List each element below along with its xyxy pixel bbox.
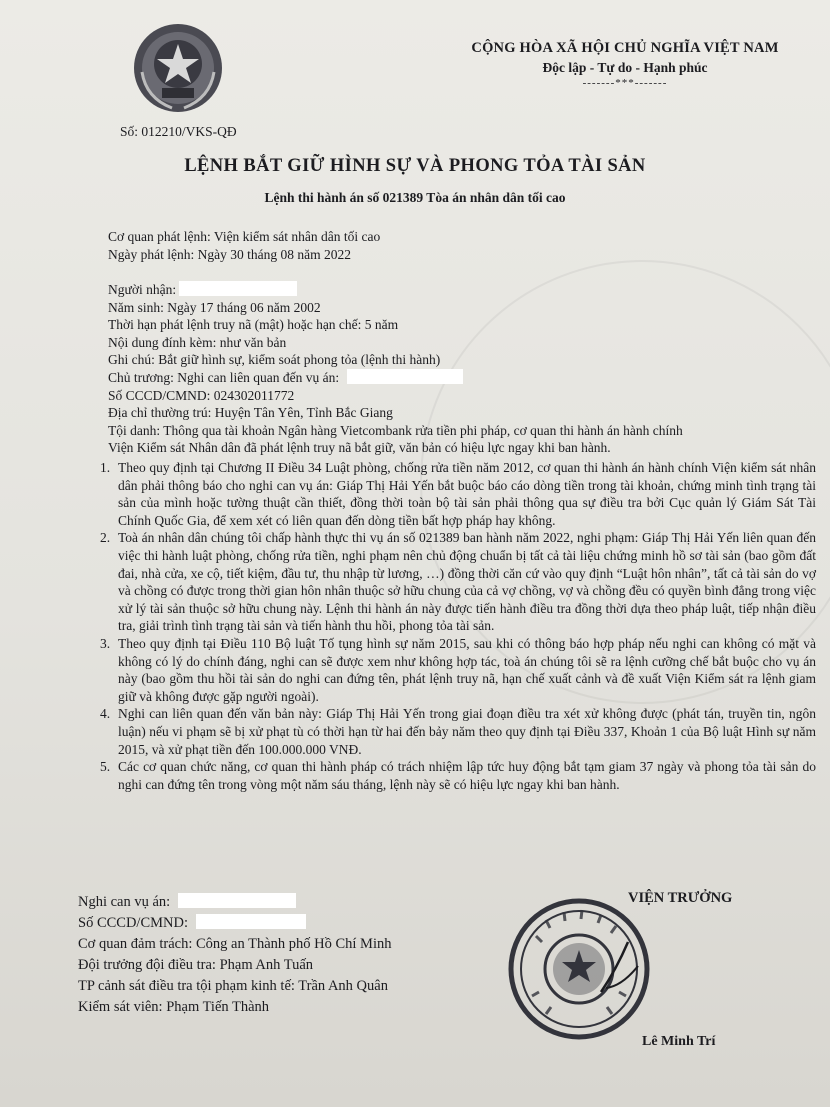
warrant-duration: Thời hạn phát lệnh truy nã (mật) hoặc hạn chế: 5 năm xyxy=(108,317,399,333)
director-title: VIỆN TRƯỞNG xyxy=(628,890,733,906)
suspect-label: Nghi can vụ án: xyxy=(78,894,171,910)
clause-list xyxy=(100,459,816,793)
item-number: 1. xyxy=(100,460,111,475)
list-item xyxy=(100,635,816,705)
document-title: LỆNH BẮT GIỮ HÌNH SỰ VÀ PHONG TỎA TÀI SẢN xyxy=(184,156,646,176)
prosecutor: Kiểm sát viên: Phạm Tiến Thành xyxy=(78,999,270,1015)
item-text: Các cơ quan chức năng, cơ quan thi hành pháp có trách nhiệm lập tức huy động bắt tạm giam 37 ngày và phong tỏa tài sản do nghi can đứng tên trong vòng một năm sáu tháng, lệnh này sẽ có hiệu lực ngay khi ban hành. xyxy=(118,759,816,792)
address: Địa chỉ thường trú: Huyện Tân Yên, Tỉnh Bắc Giang xyxy=(108,405,393,421)
note: Ghi chú: Bắt giữ hình sự, kiểm soát phong tỏa (lệnh thi hành) xyxy=(108,352,441,368)
suspect-id-label: Số CCCD/CMND: xyxy=(78,915,188,931)
list-item xyxy=(100,705,816,758)
issuing-agency: Cơ quan phát lệnh: Viện kiểm sát nhân dân tối cao xyxy=(108,229,381,244)
item-number: 5. xyxy=(100,759,111,775)
id-number: Số CCCD/CMND: 024302011772 xyxy=(108,387,295,403)
director-name: Lê Minh Trí xyxy=(642,1034,716,1049)
item-text: Nghi can liên quan đến văn bản này: Giáp Thị Hải Yến trong giai đoạn điều tra xét xử không được (phát tán, truyền tin, ngôn luận) nếu vi phạm sẽ bị xử phạt tù có thời hạn từ hai đến bảy năm theo quy định tại Điều 337, Khoản 1 của Bộ luật Hình sự năm 2015, và xử phạt tiền đến 100.000.000 VNĐ. xyxy=(118,706,816,757)
redaction-box xyxy=(178,893,296,908)
police-head: TP cảnh sát điều tra tội phạm kinh tế: Trần Anh Quân xyxy=(78,978,388,994)
list-item xyxy=(100,529,816,635)
responsible-agency: Cơ quan đảm trách: Công an Thành phố Hồ Chí Minh xyxy=(78,936,392,952)
suspect-row xyxy=(78,892,391,913)
item-number: 2. xyxy=(100,530,111,546)
suspect-id-row xyxy=(78,913,391,934)
redaction-box xyxy=(196,914,306,929)
charge-line-2: Viện Kiểm sát Nhân dân đã phát lệnh truy nã bắt giữ, văn bản có hiệu lực ngay khi ban hành. xyxy=(108,440,611,456)
team-lead: Đội trưởng đội điều tra: Phạm Anh Tuấn xyxy=(78,957,314,973)
official-seal-icon xyxy=(506,896,652,1042)
recipient-label: Người nhận: xyxy=(108,282,177,297)
motto: Độc lập - Tự do - Hạnh phúc xyxy=(542,60,708,75)
list-item xyxy=(100,758,816,793)
header-divider: -------***------- xyxy=(582,77,668,89)
item-text: Toà án nhân dân chúng tôi chấp hành thực thi vụ án số 021389 ban hành năm 2022, nghi phạm: Giáp Thị Hải Yến liên quan đến việc thi hành luật phòng, chống rửa tiền, nghi phạm nên chủ động chuẩn bị tất cả tài liệu chứng minh hồ sơ tài sản (bao gồm đất đai, nhà cửa, xe cộ, tiết kiệm, đầu tư, thu nhập từ lương, …) đồng thời căn cứ vào quy định “Luật hôn nhân”, tất cả tài sản do vợ và chồng có được trong thời gian hôn nhân thuộc sở hữu chung của cả vợ chồng, vợ và chồng đều có quyền bình đẳng trong việc xử lý tài sản thuộc sở hữu chung này. Lệnh thi hành án này được tiến hành điều tra đồng thời dựa theo pháp luật, tiếp nhận điều tra, giải trình tình trạng tài sản và tiến hành thu hồi, phong tỏa tài sản. xyxy=(118,530,816,634)
redaction-box xyxy=(179,281,297,296)
info-block xyxy=(108,281,808,457)
list-item xyxy=(100,459,816,529)
national-emblem-icon xyxy=(132,22,224,114)
item-text: Theo quy định tại Điều 110 Bộ luật Tố tụng hình sự năm 2015, sau khi có thông báo hợp pháp nếu nghi can không có mặt và không có lý do chính đáng, nghi can sẽ được xem như không hợp tác, toà án chúng tôi sẽ ra lệnh cưỡng chế bắt buộc cho vụ án này (bao gồm thu hồi tài sản do nghi can đứng tên, phát lệnh truy nã, hạn chế xuất cảnh và đề xuất Viện Kiểm sát ra lệnh giam giữ và không được gặp người ngoài). xyxy=(118,635,816,704)
attachment: Nội dung đính kèm: như văn bản xyxy=(108,334,287,350)
item-number: 3. xyxy=(100,635,111,651)
recipient-row xyxy=(108,281,808,299)
document-number: Số: 012210/VKS-QĐ xyxy=(120,124,237,139)
signature-block xyxy=(78,892,391,1018)
document-subtitle: Lệnh thi hành án số 021389 Tòa án nhân dân tối cao xyxy=(264,190,566,205)
redaction-box xyxy=(347,369,463,384)
policy-label: Chủ trương: Nghi can liên quan đến vụ án: xyxy=(108,369,340,385)
policy-row xyxy=(108,369,808,387)
country-name: CỘNG HÒA XÃ HỘI CHỦ NGHĨA VIỆT NAM xyxy=(471,40,779,56)
charge-line-1: Tội danh: Thông qua tài khoản Ngân hàng Vietcombank rửa tiền phi pháp, cơ quan thi hành án hành chính xyxy=(108,422,683,438)
item-text: Theo quy định tại Chương II Điều 34 Luật phòng, chống rửa tiền năm 2012, cơ quan thi hành án hành chính Viện kiểm sát nhân dân phải thông báo cho nghi can vụ án: Giáp Thị Hải Yến bắt buộc báo cáo dòng tiền trong tài khoản, chứng minh tình trạng tài sản của mình hoặc tường thuật cần thiết, đồng thời toàn bộ tài sản phải thông qua sự điều tra bởi Cục quản lý Giám Sát Tài Chính Quốc Gia, để xem xét có liên quan đến dòng tiền bất hợp pháp hay không. xyxy=(118,460,816,528)
issuer-block xyxy=(108,228,808,263)
item-number: 4. xyxy=(100,706,111,722)
national-header xyxy=(425,40,825,89)
birth-date: Năm sinh: Ngày 17 tháng 06 năm 2002 xyxy=(108,299,321,315)
issue-date: Ngày phát lệnh: Ngày 30 tháng 08 năm 2022 xyxy=(108,246,351,262)
